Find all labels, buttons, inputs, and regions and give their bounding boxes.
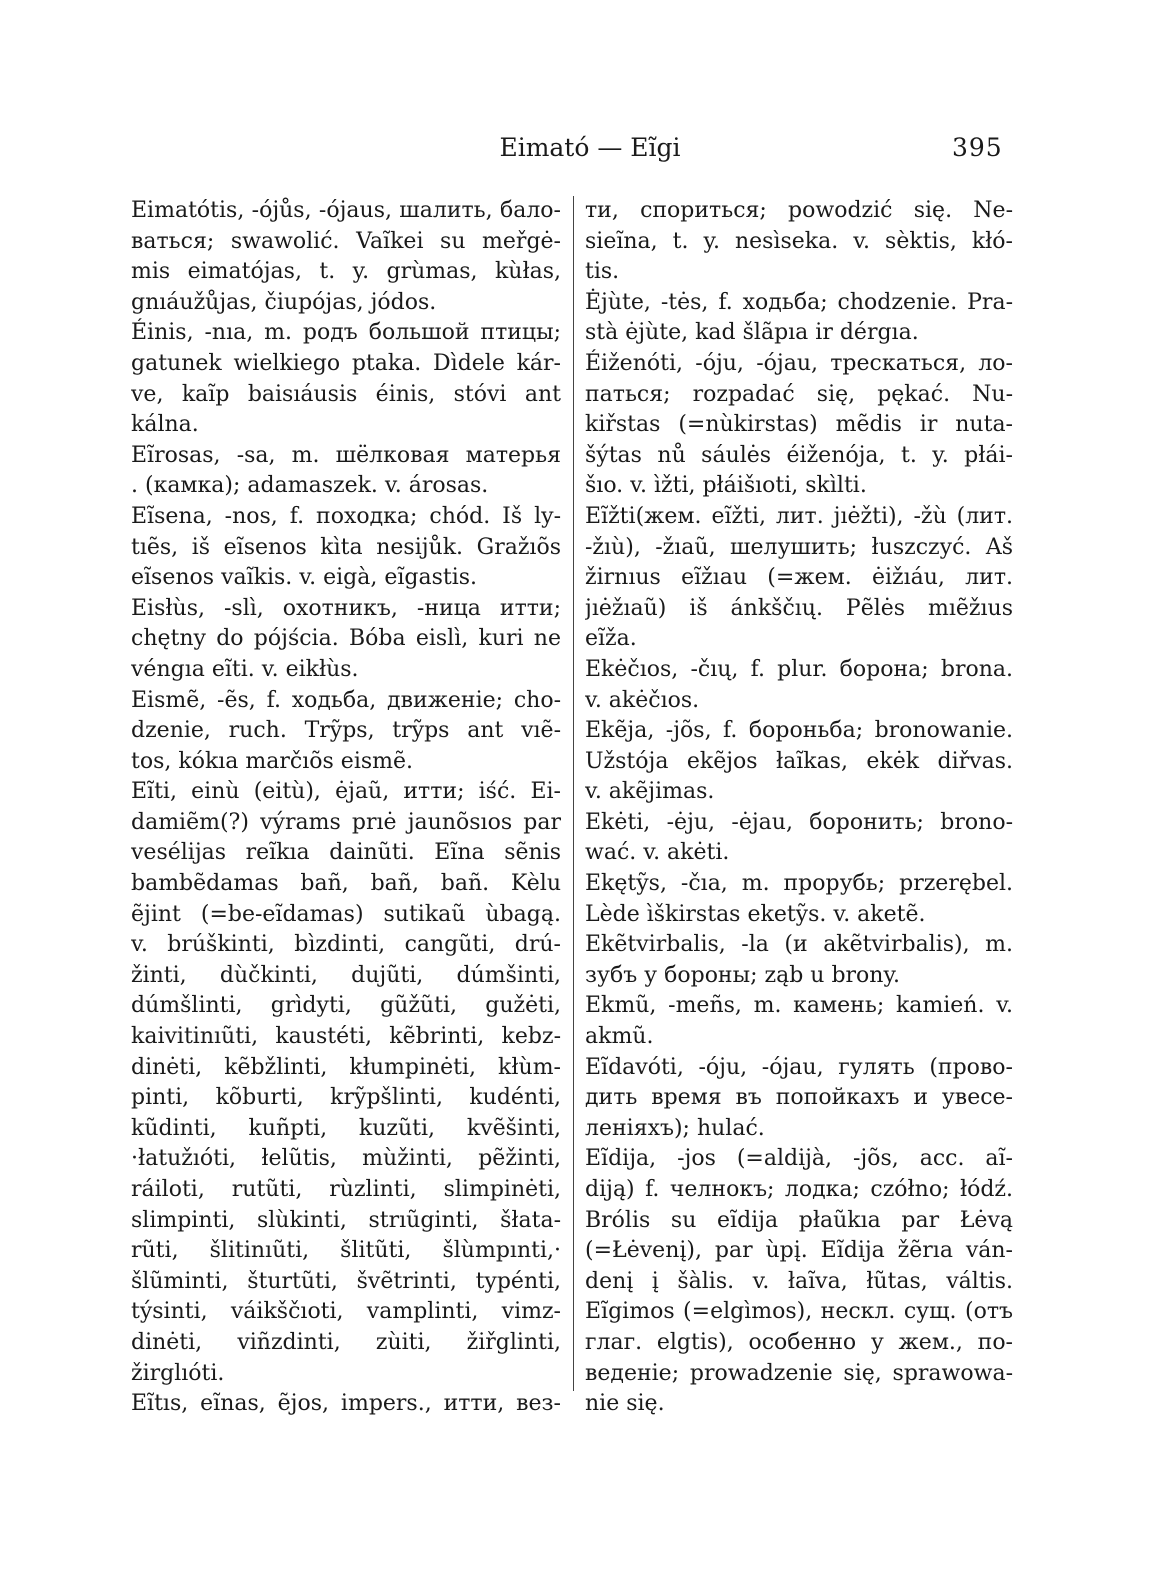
dictionary-line: kiřstas (=nùkirstas) mẽdis ir nuta-	[585, 412, 1013, 438]
dictionary-line: vesélijas reĩkıa dainũti. Eĩna sẽnis	[131, 840, 561, 866]
dictionary-line: dzenie, ruch. Trỹps, trỹps ant vıẽ-	[131, 718, 561, 744]
dictionary-line: bambẽdamas bañ, bañ, bañ. Kèlu	[131, 871, 561, 897]
dictionary-line: Brólis su eĩdija płaũkıa par Łėvą	[585, 1207, 1013, 1233]
dictionary-line: žinti, dùčkinti, dujũti, dúmšinti,	[131, 962, 561, 988]
dictionary-line: v. brúškinti, bìzdinti, cangũti, drú-	[131, 932, 561, 958]
dictionary-line: kálna.	[131, 412, 199, 438]
dictionary-line: stà ėjùte, kad šlãpıa ir dérgıa.	[585, 320, 919, 346]
dictionary-line: šlũminti, šturtũti, švẽtrinti, typénti,	[131, 1268, 561, 1294]
dictionary-line: Ekmũ, -meñs, m. камень; kamień. v.	[585, 993, 1013, 1019]
right-column	[585, 196, 1013, 1420]
dictionary-line: gatunek wielkiego ptaka. Dìdele kár-	[131, 350, 561, 376]
dictionary-line: Ėjùte, -tės, f. ходьба; chodzenie. Pra-	[585, 289, 1013, 315]
dictionary-line: kũdinti, kuñpti, kuzũti, kvẽšinti,	[131, 1115, 561, 1141]
dictionary-line: dinėti, viñzdinti, zùiti, žiřglinti,	[131, 1329, 561, 1355]
dictionary-line: wać. v. akėti.	[585, 840, 730, 866]
dictionary-line: kaivitinıũti, kaustéti, kẽbrinti, kebz-	[131, 1024, 561, 1050]
dictionary-line: rũti, šlitinıũti, šlitũti, šlùmpınti,·	[131, 1238, 561, 1264]
dictionary-line: Eismẽ, -ẽs, f. ходьба, движенiе; cho-	[131, 687, 561, 713]
dictionary-line: Ekẽtvirbalis, -la (и akẽtvirbalis), m.	[585, 932, 1013, 958]
dictionary-line: žirnıus eĩžıau (=жем. ėižıáu, лит.	[585, 565, 1013, 591]
dictionary-line: jıėžıaũ) iš ánkščıų. Pẽlės mıẽžıus	[585, 595, 1013, 621]
left-column	[131, 196, 561, 1420]
dictionary-line: tıẽs, iš eĩsenos kìta nesijůk. Gražıõs	[131, 534, 561, 560]
dictionary-line: дить время въ попойкахъ и увесе-	[585, 1085, 1013, 1111]
dictionary-line: eĩsenos vaĩkis. v. eigà, eĩgastis.	[131, 565, 478, 591]
dictionary-line: веденiе; prowadzenie się, sprawowa-	[585, 1360, 1013, 1386]
dictionary-line: Eĩgimos (=elgìmos), нескл. сущ. (отъ	[585, 1299, 1013, 1325]
dictionary-line: ти, спориться; powodzić się. Ne-	[585, 198, 1013, 223]
dictionary-line: Ekėčıos, -čıų, f. plur. борона; brona.	[585, 656, 1013, 682]
dictionary-line: ráiloti, rutũti, rùzlinti, slimpinėti,	[131, 1177, 561, 1202]
dictionary-line: Lède ìškirstas eketỹs. v. aketẽ.	[585, 901, 926, 927]
dictionary-line: ваться; swawolić. Vaĩkei su meřgė-	[131, 228, 561, 254]
dictionary-line: Eĩsena, -nos, f. походка; chód. Iš ly-	[131, 503, 561, 529]
dictionary-line: Eĩdavóti, -óju, -ójau, гулять (прово-	[585, 1054, 1013, 1080]
dictionary-line: šýtas nů sáulės éiženója, t. y. płái-	[585, 442, 1013, 468]
dictionary-line: Eisłùs, -slì, охотникъ, -ница итти;	[131, 595, 561, 621]
dictionary-line: slimpinti, slùkinti, strıũginti, šłata-	[131, 1207, 561, 1233]
dictionary-line: akmũ.	[585, 1024, 654, 1050]
page-header	[0, 133, 1163, 173]
dictionary-line: Eĩdija, -jos (=aldijà, -jõs, acc. aĩ-	[585, 1146, 1013, 1172]
dictionary-line: Eĩti, einù (eitù), ėjaũ, итти; iść. Ei-	[131, 779, 561, 805]
dictionary-line: v. akẽjimas.	[585, 779, 715, 805]
dictionary-line: eĩža.	[585, 626, 637, 652]
dictionary-line: Užstója ekẽjos łaĩkas, ekėk diřvas.	[585, 748, 1013, 774]
dictionary-line: tis.	[585, 259, 620, 285]
dictionary-line: gnıáužůjas, čiupójas, jódos.	[131, 289, 437, 315]
dictionary-line: chętny do pójścia. Bóba eislì, kuri ne	[131, 626, 561, 652]
dictionary-line: týsinti, váikščıoti, vamplinti, vimz-	[131, 1299, 561, 1325]
dictionary-line: -žıù), -žıaũ, шелушить; łuszczyć. Aš	[585, 534, 1013, 560]
dictionary-line: Ekẽja, -jõs, f. бороньба; bronowanie.	[585, 718, 1013, 744]
dictionary-line: v. akėčıos.	[585, 687, 700, 713]
dictionary-line: sieĩna, t. y. nesìseka. v. sèktis, kłó-	[585, 228, 1013, 254]
dictionary-line: šıo. v. ìžti, płáišıoti, skìlti.	[585, 473, 867, 499]
page-number: 395	[952, 133, 1003, 162]
dictionary-line: ẽjint (=be-eĩdamas) sutikaũ ùbagą.	[131, 901, 561, 927]
dictionary-line: mis eimatójas, t. y. grùmas, kùłas,	[131, 259, 561, 285]
dictionary-line: žirglıóti.	[131, 1360, 225, 1386]
dictionary-line: ve, kaĩp baisıáusis éinis, stóvi ant	[131, 381, 561, 407]
dictionary-line: pinti, kõburti, krỹpšlinti, kudénti,	[131, 1085, 561, 1111]
dictionary-line: dúmšlinti, grìdyti, gũžũti, gužėti,	[131, 993, 561, 1019]
dictionary-line: véngıa eĩti. v. eikłùs.	[131, 656, 359, 682]
dictionary-line: Eĩtıs, eĩnas, ẽjos, impers., итти, вез-	[131, 1391, 561, 1417]
dictionary-line: denį į šàlis. v. łaĩva, łũtas, váltis.	[585, 1268, 1013, 1294]
dictionary-line: Ekętỹs, -čıa, m. прорубь; przerębel.	[585, 871, 1013, 897]
dictionary-line: ленiяхъ); hulać.	[585, 1115, 765, 1141]
dictionary-line: Ekėti, -ėju, -ėjau, боронить; brono-	[585, 809, 1013, 835]
dictionary-line: Éiženóti, -óju, -ójau, трескаться, ло-	[585, 350, 1013, 376]
running-head: Eimató — Eĩgi	[499, 133, 681, 162]
dictionary-line: паться; rozpadać się, pękać. Nu-	[585, 381, 1013, 407]
dictionary-line: dinėti, kẽbžlinti, kłumpinėti, kłùm-	[131, 1054, 561, 1080]
dictionary-line: глаг. elgtis), особенно у жем., по-	[585, 1329, 1013, 1355]
dictionary-line: (=Łėvenį), par ùpį. Eĩdija žẽrıa ván-	[585, 1238, 1013, 1264]
column-divider	[573, 196, 574, 1391]
dictionary-line: зубъ у бороны; ząb u brony.	[585, 962, 900, 988]
dictionary-line: Eimatótis, -ójůs, -ójaus, шалить, бало-	[131, 198, 561, 223]
dictionary-line: damiẽm(?) výrams prıė jaunõsıos par	[131, 809, 561, 835]
dictionary-line: nie się.	[585, 1391, 665, 1417]
dictionary-line: Eĩžti(жем. eĩžti, лит. jıėžti), -žù (лит.	[585, 503, 1013, 529]
dictionary-line: Eĩrosas, -sa, m. шёлковая матерья	[131, 442, 561, 468]
dictionary-line: ·łatužıóti, łelũtis, mùžinti, pẽžinti,	[131, 1146, 561, 1172]
dictionary-line: tos, kókıa marčıõs eismẽ.	[131, 748, 414, 774]
dictionary-line: diją) f. челнокъ; лодка; czółno; łódź.	[585, 1177, 1013, 1202]
dictionary-line: . (камка); adamaszek. v. árosas.	[131, 473, 489, 499]
dictionary-line: Éinis, -nıa, m. родъ большой птицы;	[131, 320, 561, 346]
